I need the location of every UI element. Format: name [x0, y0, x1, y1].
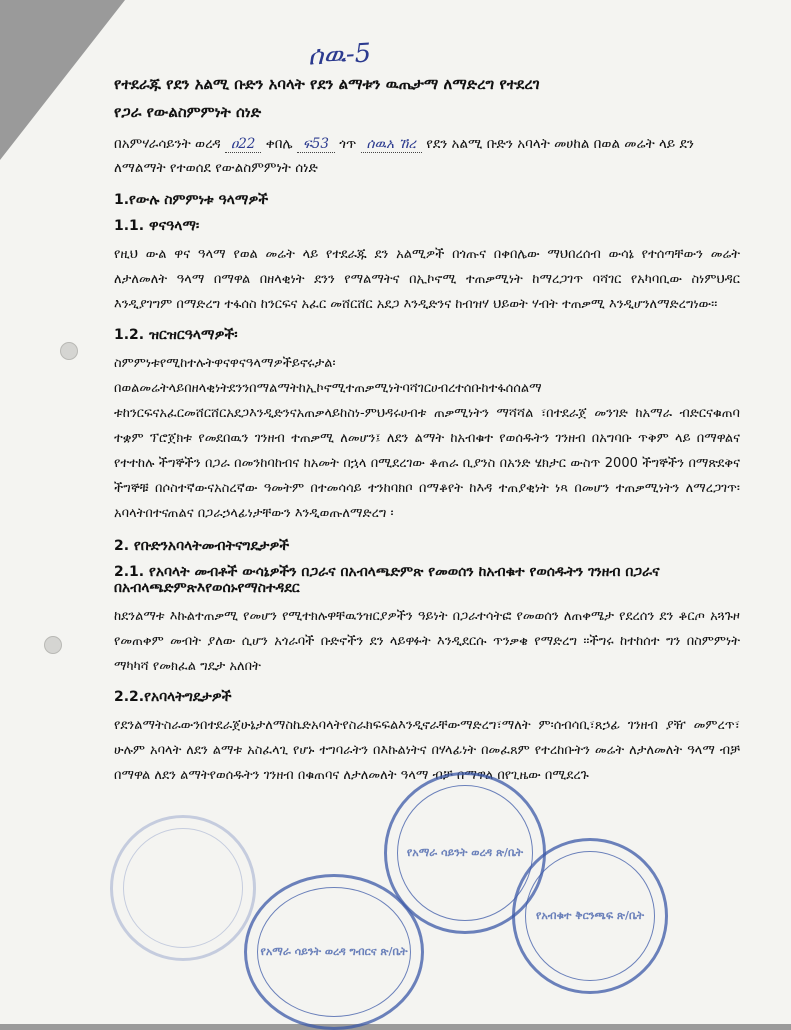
punch-hole [44, 636, 62, 654]
kebele-handwritten: ፍ53 [297, 136, 335, 153]
official-stamp-agriculture: የአማራ ሳይንት ወረዳ ግብርና ጽ/ቤት [244, 874, 424, 1030]
handwritten-number: ሰዉ-5 [307, 38, 372, 72]
intro-prefix: በአምሃራሳይንት ወረዳ [114, 136, 221, 152]
section-2-heading: 2. የቡድንአባላትመብትናግዴታዎች [114, 538, 290, 554]
title-line-1: የተደራጁ የደን አልሚ ቡድን አባላት የደን ልማቱን ዉጤታማ ለማድረግ የተደረገ [114, 75, 540, 93]
title-line-2: የጋራ የውልስምምነት ሰነድ [114, 103, 262, 121]
section-1-1-heading: 1.1. ዋናዓላማ፡ [114, 218, 200, 234]
got-handwritten: ሰዉአ ኸረ [361, 136, 422, 153]
section-1-2-heading: 1.2. ዝርዝርዓላማዎች፡ [114, 327, 238, 343]
official-stamp-branch: የአብቁተ ቅርንጫፍ ጽ/ቤት [512, 838, 668, 994]
section-2-2-heading: 2.2.የአባላትግዴታዎች [114, 689, 232, 705]
official-stamp-woreda: የአማራ ሳይንት ወረዳ ጽ/ቤት [384, 772, 546, 934]
section-1-heading: 1.የውሉ ስምምነቱ ዓላማዎች [114, 192, 269, 208]
intro-rest: የደን አልሚ ቡድን አባላት መሀከል በወል መሬት ላይ ደን ለማልማት የተወሰደ የውልስምምነት ሰነድ [114, 136, 694, 176]
section-2-2-text: የደንልማትስራውንበተደራጀሁኔታለማስኬድአባላትየስራክፍፍልእንዲኖራቸውማድረግ፣ማለት ም፡ሰብሳቢ፣ጸኃፊ ገንዘብ ያዥ መምረጥ፣ ሁሉም አባላት ለደን ልማቱ አስፈላጊ የሆኑ ተግባራትን በእኩልነትና በሃላፊነት በመፈጸም የተረከቡትን መሬት ለታለመለት ዓላማ ብቻ በማዋል ለደን ልማትየወሰዱትን ገንዘብ በቁጠባና ለታለመለት ዓላማ ብቻ በማዋል በየጊዜው በሚደረጉ [114, 718, 740, 783]
woreda-handwritten: ዐ22 [225, 136, 261, 153]
intro-paragraph [114, 132, 740, 180]
punch-hole [60, 342, 78, 360]
section-1-2-text: ስምምነቱየሚከተሉትዋናዋናዓላማዎችይኖሩታል፡ በወልመሬትላይበዘላቂነትደንንበማልማትከኢኮኖሚተጠቃሚነትባሻገርሀብረተሰቡከተፋሰሰልማ ቱከንርፍናአፈርመሸርሸርአደጋእንዲድንናአጠቃላይከስነ-ምህዳሩሀብቱ ጠቃሚነትን ማሻሻል ፣በተደራጀ መንገድ ከአማራ ብድርናቁጠባ ተቋም ፕሮጀክቱ የመደበዉን ገንዘብ ተጠቃሚ ለመሆን፤ ለደን ልማት ከአብቁተ የወሰዱትን ገንዘብ በአግባቡ ጥቅም ላይ በማዋልና የተተከሉ ችግኞችን በጋራ በመንከባከብና ከአመት በኋላ በሚደረገው ቆጠራ ቢያንስ በአንድ ሄክታር ውስጥ 2000 ችግኞችን በማጽደቅና ችግኞቹ በሶስተኛውናአስረኛው ዓመትም በተመሳሳይ ተንከባክቦ በማቆየት ከእዳ ተጠያቂነት ነጻ በመሆን ተጠቃሚነትን ለማረጋገጥ፡ አባላትበተናጠልና በጋራኃላፊነታቸውን እንዲወጡለማድረግ ፡ [114, 356, 740, 521]
document-body [100, 70, 740, 796]
document-title [114, 70, 740, 126]
section-2-1-heading: 2.1. የአባላት መብቶች ውሳኔዎችን በጋራና በአብላጫድምጽ የመወሰን ከአብቁተ የወሰዱትን ገንዘብ በጋራና በአብላጫድምጽእየወሰኑየማስተዳደር [114, 564, 660, 596]
kebele-label: ቀበሌ [265, 136, 293, 152]
section-2-1-text: ከደንልማቱ እኩልተጠቃሚ የመሆን የሚተክሉዋቸዉንዝርያዎችን ዓይነት በጋራተሳትፎ የመወሰን ለጠቀሜታ የደረሰን ደን ቆርጦ አጓጉዞ የመጠቀም መብት ያለው ሲሆን አጎራባች ቡድኖችን ደን ላይዋፉት እንዲደርሱ ጥንቃቄ የማድረግ ፡፡ችግሩ ከተከሰተ ግን በስምምነት ማካካሻ የመክፈል ግዴታ አለበት [114, 609, 740, 674]
section-1-1-text: የዚህ ውል ዋና ዓላማ የወል መሬት ላይ የተደራጁ ደን አልሚዎች በጎጡና በቀበሌው ማህበረሰብ ውሳኔ የተሰጣቸውን መሬት ለታለመለት ዓላማ በማዋል በዘላቂነት ደንን የማልማትና በኢኮኖሚ ተጠቃሚነት ከማረጋገጥ ባሻገር የአካባቢው ስነምህዳር እንዲያገግም በማድረግ ተፋሰስ ከንርፍና አፈር መሸርሸር አደጋ እንዲድንና ከብዝሃ ህይወት ሃብት ተጠቃሚ እንዲሆንለማድረግነው፡፡ [114, 247, 740, 312]
got-label: ጎጥ [339, 136, 357, 152]
faint-stamp [110, 815, 256, 961]
